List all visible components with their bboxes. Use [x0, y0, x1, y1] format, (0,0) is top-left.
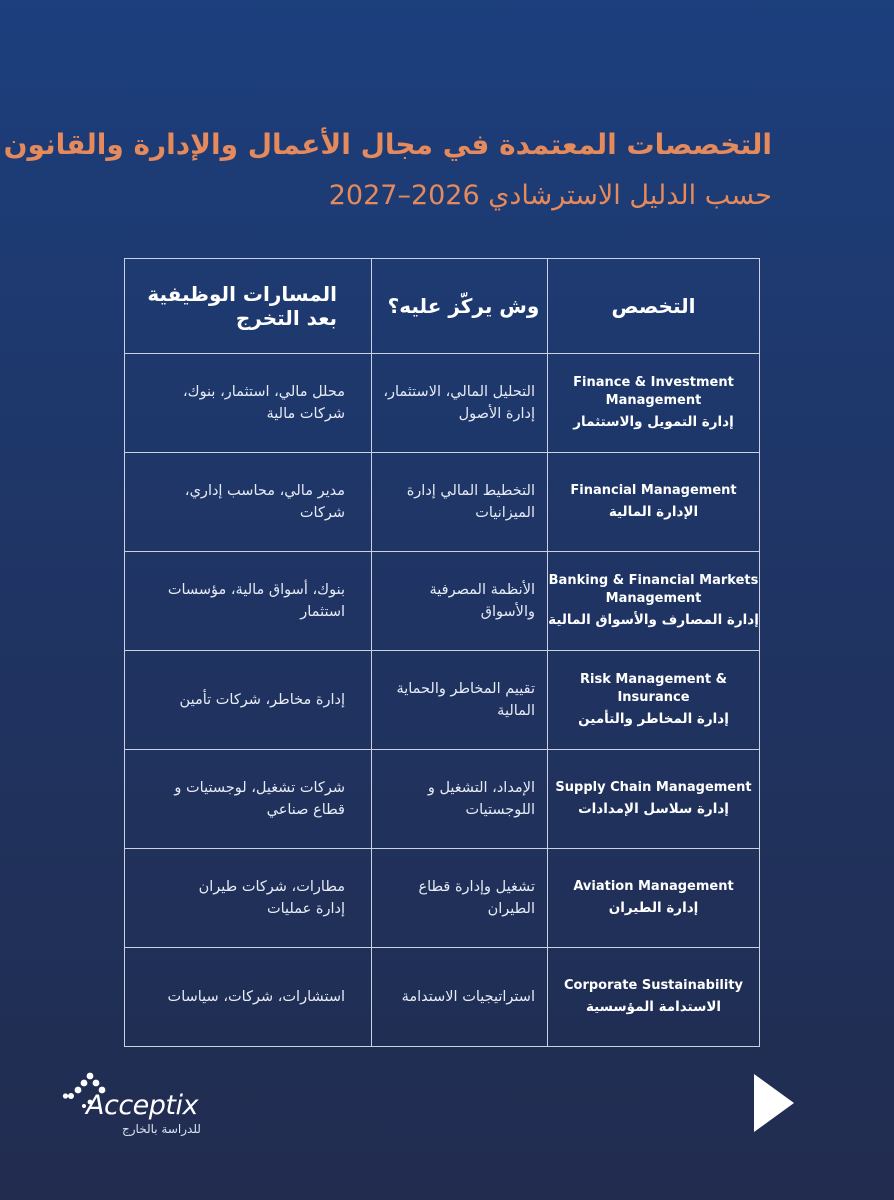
specialization-en: Supply Chain Management [555, 779, 752, 795]
brand-tagline: للدراسة بالخارج [122, 1122, 201, 1136]
careers-cell [125, 651, 372, 750]
careers-text: استشارات، شركات، سياسات [167, 989, 345, 1005]
specialization-ar: إدارة الطيران [608, 899, 699, 916]
focus-cell [372, 552, 548, 651]
specialization-cell [548, 453, 760, 552]
table-row [125, 651, 760, 750]
specialization-en: Risk Management & Insurance [580, 671, 727, 705]
page-title: التخصصات المعتمدة في مجال الأعمال والإدارة والقانون [3, 128, 772, 161]
specialization-ar: إدارة المصارف والأسواق المالية [548, 611, 759, 628]
specialization-en: Banking & Financial Markets Management [548, 572, 759, 606]
focus-cell [372, 849, 548, 948]
careers-text: بنوك، أسواق مالية، مؤسسات استثمار [167, 582, 345, 620]
specialization-cell [548, 948, 760, 1047]
focus-text: الإمداد، التشغيل و اللوجستيات [427, 780, 535, 818]
careers-cell [125, 849, 372, 948]
specialization-cell [548, 651, 760, 750]
specialization-cell [548, 552, 760, 651]
focus-cell [372, 453, 548, 552]
careers-cell [125, 948, 372, 1047]
focus-text: الأنظمة المصرفية والأسواق [429, 582, 535, 620]
focus-cell [372, 651, 548, 750]
specialization-en: Aviation Management [573, 878, 734, 894]
focus-text: استراتيجيات الاستدامة [401, 989, 535, 1005]
table-header-row [125, 259, 760, 354]
page-subtitle: حسب الدليل الاسترشادي 2026–2027 [328, 180, 772, 211]
focus-cell [372, 750, 548, 849]
careers-text: إدارة مخاطر، شركات تأمين [179, 692, 345, 708]
careers-cell [125, 453, 372, 552]
specialization-cell [548, 354, 760, 453]
specialization-en: Finance & Investment Management [573, 374, 734, 408]
focus-cell [372, 354, 548, 453]
careers-text: مدير مالي، محاسب إداري، شركات [184, 483, 345, 521]
careers-cell [125, 750, 372, 849]
table-row [125, 750, 760, 849]
specialization-ar: الاستدامة المؤسسية [585, 998, 722, 1015]
focus-text: تقييم المخاطر والحماية المالية [396, 681, 535, 719]
focus-text: التخطيط المالي إدارة الميزانيات [406, 483, 535, 521]
header-careers [125, 259, 372, 354]
specialization-en: Corporate Sustainability [563, 977, 744, 993]
specialization-cell [548, 750, 760, 849]
header-focus-label: وش يركّز عليه؟ [387, 294, 540, 318]
header-focus [372, 259, 548, 354]
table-row [125, 552, 760, 651]
focus-cell [372, 948, 548, 1047]
header-specialization [548, 259, 760, 354]
acceptix-logo [62, 1072, 222, 1142]
table-row [125, 849, 760, 948]
specialization-ar: إدارة التمويل والاستثمار [573, 413, 734, 430]
header-specialization-label: التخصص [611, 294, 696, 318]
specialization-ar: إدارة المخاطر والتأمين [578, 710, 729, 727]
brand-name: Acceptix [86, 1090, 198, 1121]
focus-text: تشغيل وإدارة قطاع الطيران [418, 879, 535, 917]
specialization-en: Financial Management [570, 482, 737, 498]
specialization-cell [548, 849, 760, 948]
header-careers-label: المسارات الوظيفية بعد التخرج [147, 282, 337, 330]
careers-cell [125, 354, 372, 453]
next-arrow-icon[interactable] [752, 1072, 796, 1134]
specialization-ar: الإدارة المالية [608, 503, 699, 520]
focus-text: التحليل المالي، الاستثمار، إدارة الأصول [383, 384, 535, 422]
careers-text: مطارات، شركات طيران إدارة عمليات [198, 879, 345, 917]
careers-text: شركات تشغيل، لوجستيات و قطاع صناعي [174, 780, 345, 818]
specialization-ar: إدارة سلاسل الإمدادات [578, 800, 729, 817]
careers-text: محلل مالي، استثمار، بنوك، شركات مالية [182, 384, 345, 422]
careers-cell [125, 552, 372, 651]
table-row [125, 354, 760, 453]
table-row [125, 948, 760, 1047]
table-row [125, 453, 760, 552]
specializations-table [124, 258, 760, 1047]
